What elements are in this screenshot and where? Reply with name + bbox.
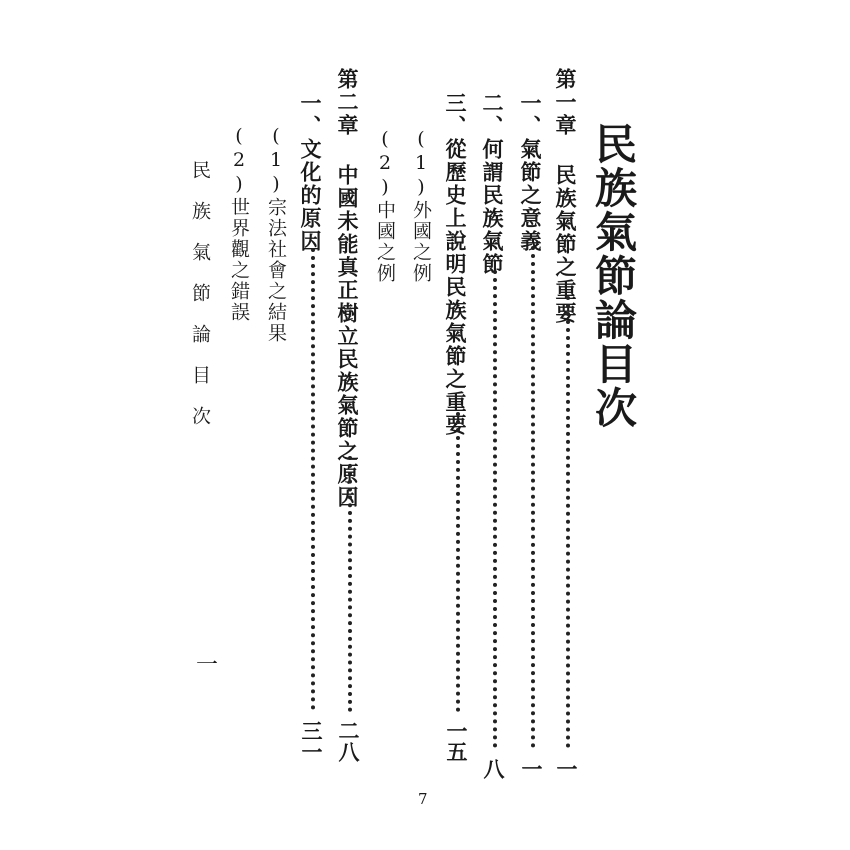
toc-page-number: 一 — [554, 758, 579, 779]
toc-leader-dots — [348, 456, 352, 712]
toc-entry-section: 一、氣節之意義 — [518, 92, 543, 253]
toc-entry-chapter-1: 第一章 民族氣節之重要 — [553, 68, 578, 325]
toc-page-number: 三一 — [299, 720, 324, 762]
toc-leader-dots — [566, 296, 570, 748]
toc-page-number: 一 — [519, 758, 544, 779]
folio: 一 — [196, 653, 219, 678]
toc-entry-chapter-2: 第二章 中國未能真正樹立民族氣節之原因 — [335, 68, 360, 509]
toc-leader-dots — [456, 412, 460, 712]
toc-title: 民族氣節論目次 — [589, 122, 638, 430]
toc-entry-subsection: (1)外國之例 — [410, 128, 432, 284]
toc-entry-subsection: (1)宗法社會之結果 — [265, 125, 287, 344]
toc-leader-dots — [531, 246, 535, 748]
toc-leader-dots — [311, 248, 315, 710]
toc-entry-subsection: (2)中國之例 — [374, 128, 396, 284]
toc-entry-section: 二、何謂民族氣節 — [480, 92, 505, 276]
toc-entry-section: 一、文化的原因 — [298, 92, 323, 253]
toc-page-number: 二八 — [336, 720, 361, 762]
toc-entry-subsection: (2)世界觀之錯誤 — [228, 125, 250, 323]
toc-page-number: 一五 — [444, 720, 469, 762]
toc-page-number: 八 — [481, 758, 506, 779]
running-header: 民族氣節論目次 — [189, 160, 211, 447]
toc-leader-dots — [493, 270, 497, 748]
toc-entry-section: 三、從歷史上說明民族氣節之重要 — [443, 92, 468, 437]
page-number: 7 — [418, 790, 428, 808]
